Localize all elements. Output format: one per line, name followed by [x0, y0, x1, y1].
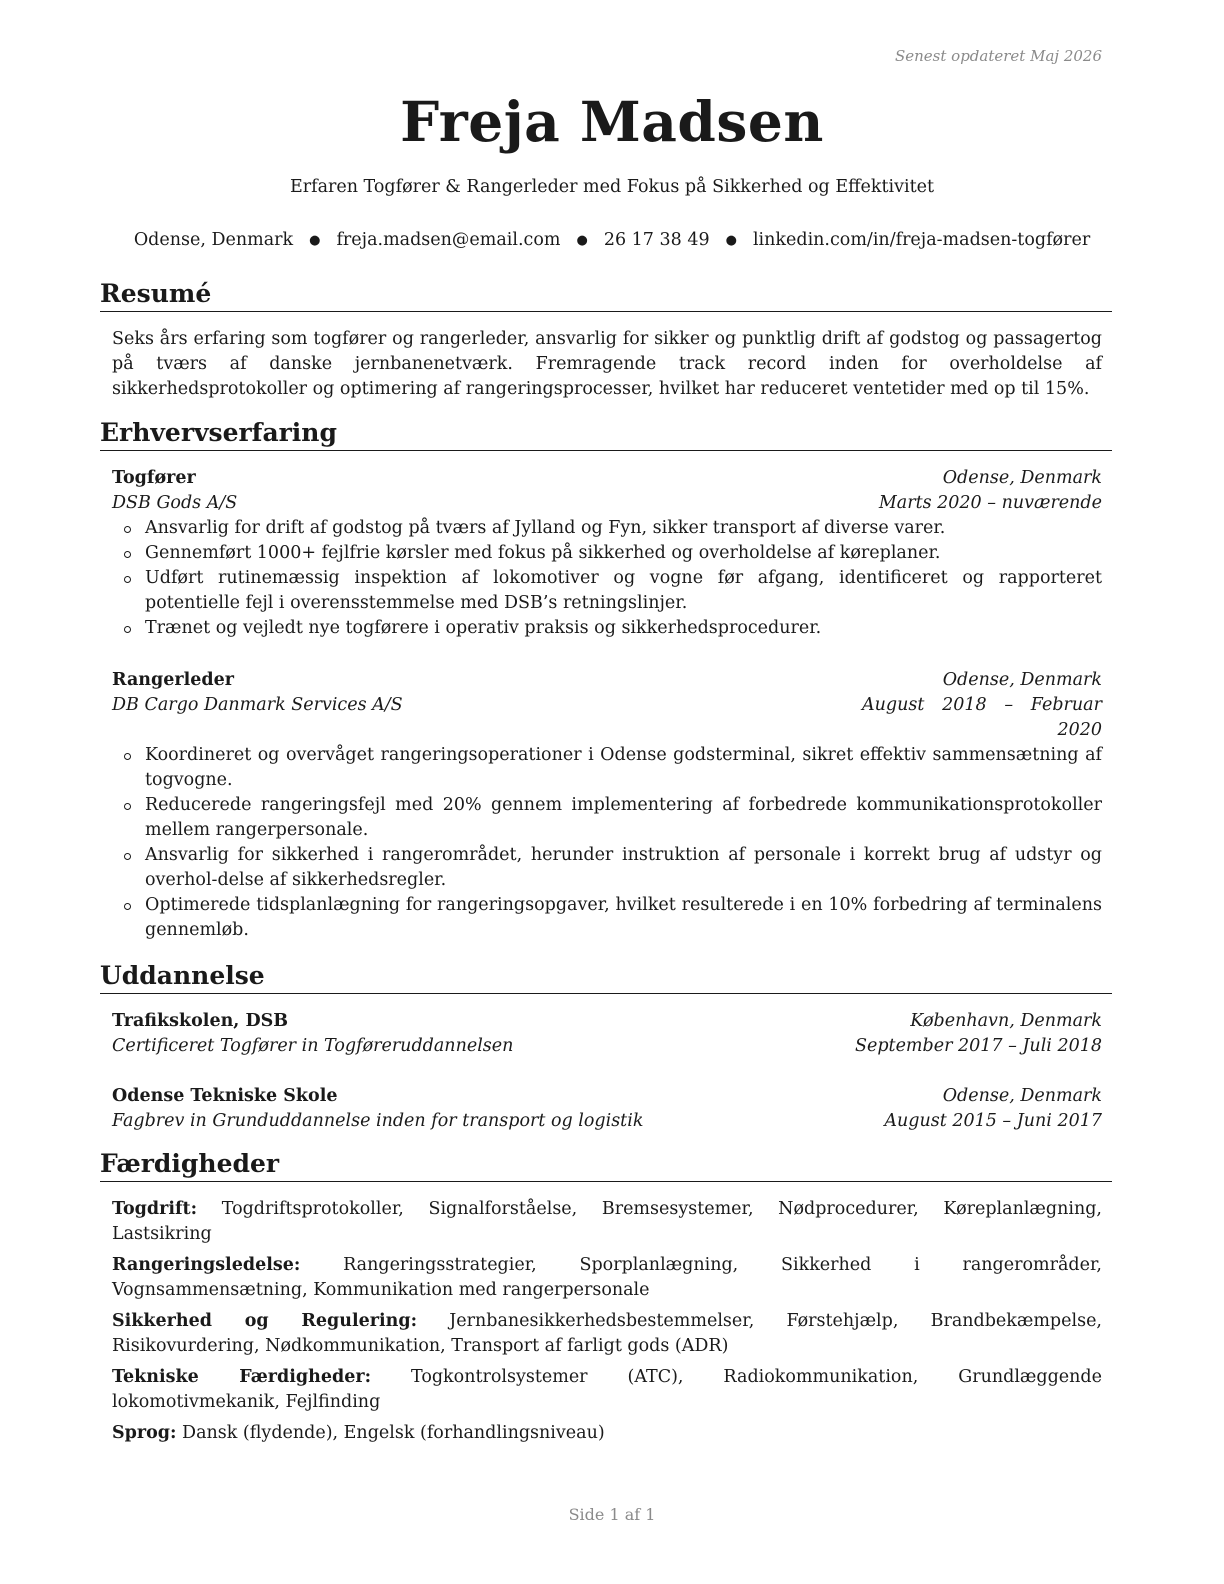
list-item: Trænet og vejledt nye togførere i operativ praksis og sikkerhedsprocedurer. [112, 616, 1102, 641]
education-entry [112, 1084, 1102, 1134]
education-entry [112, 1009, 1102, 1059]
bullet-separator: ● [725, 233, 737, 248]
job-title: Rangerleder [112, 670, 234, 690]
experience-entry [112, 466, 1102, 641]
list-item: Udført rutinemæssig inspektion af lokomotiver og vogne før afgang, identificeret og rapporteret potentielle fejl i overensstemmelse med DSB’s retningslinjer. [112, 566, 1102, 616]
contact-location: Odense, Denmark [133, 230, 294, 250]
section-title-summary: Resumé [100, 277, 1112, 312]
skills-list [112, 1197, 1102, 1452]
list-item: Optimerede tidsplanlægning for rangeringsopgaver, hvilket resulterede i en 10% forbedring af terminalens gennemløb. [112, 893, 1102, 943]
job-company: DB Cargo Danmark Services A/S [112, 695, 403, 715]
job-location: Odense, Denmark [942, 468, 1102, 488]
job-bullets [112, 516, 1102, 641]
skill-label: Tekniske Færdigheder: [112, 1367, 372, 1387]
skill-row [112, 1365, 1102, 1415]
job-company: DSB Gods A/S [112, 493, 238, 513]
skill-label: Rangeringsledelse: [112, 1255, 301, 1275]
list-item: Reducerede rangeringsfejl med 20% gennem implementering af forbedrede kommunikationsprotokoller mellem rangerpersonale. [112, 793, 1102, 843]
job-bullets [112, 743, 1102, 943]
school-name: Odense Tekniske Skole [112, 1086, 338, 1106]
job-dates: Marts 2020 – nuværende [878, 493, 1102, 513]
experience-entry [112, 668, 1102, 943]
skill-text: Dansk (flydende), Engelsk (forhandlingsniveau) [182, 1423, 605, 1443]
job-dates: August 2018 – Februar 2020 [862, 695, 1102, 740]
page-number: Side 1 af 1 [568, 1505, 656, 1524]
last-updated: Senest opdateret Maj 2026 [894, 47, 1102, 65]
skill-row [112, 1309, 1102, 1359]
school-location: København, Denmark [910, 1011, 1102, 1031]
list-item: Gennemført 1000+ fejlfrie kørsler med fokus på sikkerhed og overholdelse af køreplaner. [112, 541, 1102, 566]
section-title-experience: Erhvervserfaring [100, 416, 1112, 451]
contact-phone: 26 17 38 49 [603, 230, 710, 250]
job-title: Togfører [112, 468, 196, 488]
contact-email[interactable]: freja.madsen@email.com [336, 230, 561, 250]
skill-label: Sikkerhed og Regulering: [112, 1311, 418, 1331]
skill-text: Jernbanesikkerhedsbestemmelser, Førstehjælp, Brandbekæmpelse, Risikovurdering, Nødkommunikation, Transport af farligt gods (ADR) [112, 1311, 1102, 1356]
bullet-separator: ● [309, 233, 321, 248]
skill-row [112, 1197, 1102, 1247]
education-dates: September 2017 – Juli 2018 [854, 1036, 1102, 1056]
degree: Certificeret Togfører in Togføreruddannelsen [112, 1036, 514, 1056]
contact-line [0, 228, 1224, 254]
school-location: Odense, Denmark [942, 1086, 1102, 1106]
skill-label: Sprog: [112, 1423, 177, 1443]
skill-text: Rangeringsstrategier, Sporplanlægning, Sikkerhed i rangerområder, Vognsammensætning, Kommunikation med rangerpersonale [112, 1255, 1102, 1300]
list-item: Ansvarlig for sikkerhed i rangerområdet, herunder instruktion af personale i korrekt brug af udstyr og overhol-delse af sikkerhedsregler. [112, 843, 1102, 893]
school-name: Trafikskolen, DSB [112, 1011, 289, 1031]
list-item: Ansvarlig for drift af godstog på tværs af Jylland og Fyn, sikker transport af diverse varer. [112, 516, 1102, 541]
contact-linkedin[interactable]: linkedin.com/in/freja-madsen-togfører [752, 230, 1091, 250]
section-title-skills: Færdigheder [100, 1147, 1112, 1182]
job-location: Odense, Denmark [942, 670, 1102, 690]
candidate-name: Freja Madsen [400, 89, 824, 154]
education-dates: August 2015 – Juni 2017 [884, 1111, 1102, 1131]
bullet-separator: ● [576, 233, 588, 248]
skill-text: Togkontrolsystemer (ATC), Radiokommunikation, Grundlæggende lokomotivmekanik, Fejlfinding [112, 1367, 1102, 1412]
skill-row [112, 1421, 1102, 1446]
tagline: Erfaren Togfører & Rangerleder med Fokus på Sikkerhed og Effektivitet [289, 177, 935, 197]
degree: Fagbrev in Grunduddannelse inden for transport og logistik [112, 1111, 644, 1131]
list-item: Koordineret og overvåget rangeringsoperationer i Odense godsterminal, sikret effektiv sammensætning af togvogne. [112, 743, 1102, 793]
section-title-education: Uddannelse [100, 959, 1112, 994]
summary-text: Seks års erfaring som togfører og rangerleder, ansvarlig for sikker og punktlig drift af godstog og passagertog på tværs af danske jernbanenetværk. Fremragende track record inden for overholdelse af sikkerhedsprotokoller og optimering af rangeringsprocesser, hvilket har reduceret ventetider med op til 15%. [112, 329, 1102, 399]
skill-text: Togdriftsprotokoller, Signalforståelse, Bremsesystemer, Nødprocedurer, Køreplanlægning, Lastsikring [112, 1199, 1102, 1244]
skill-label: Togdrift: [112, 1199, 198, 1219]
skill-row [112, 1253, 1102, 1303]
